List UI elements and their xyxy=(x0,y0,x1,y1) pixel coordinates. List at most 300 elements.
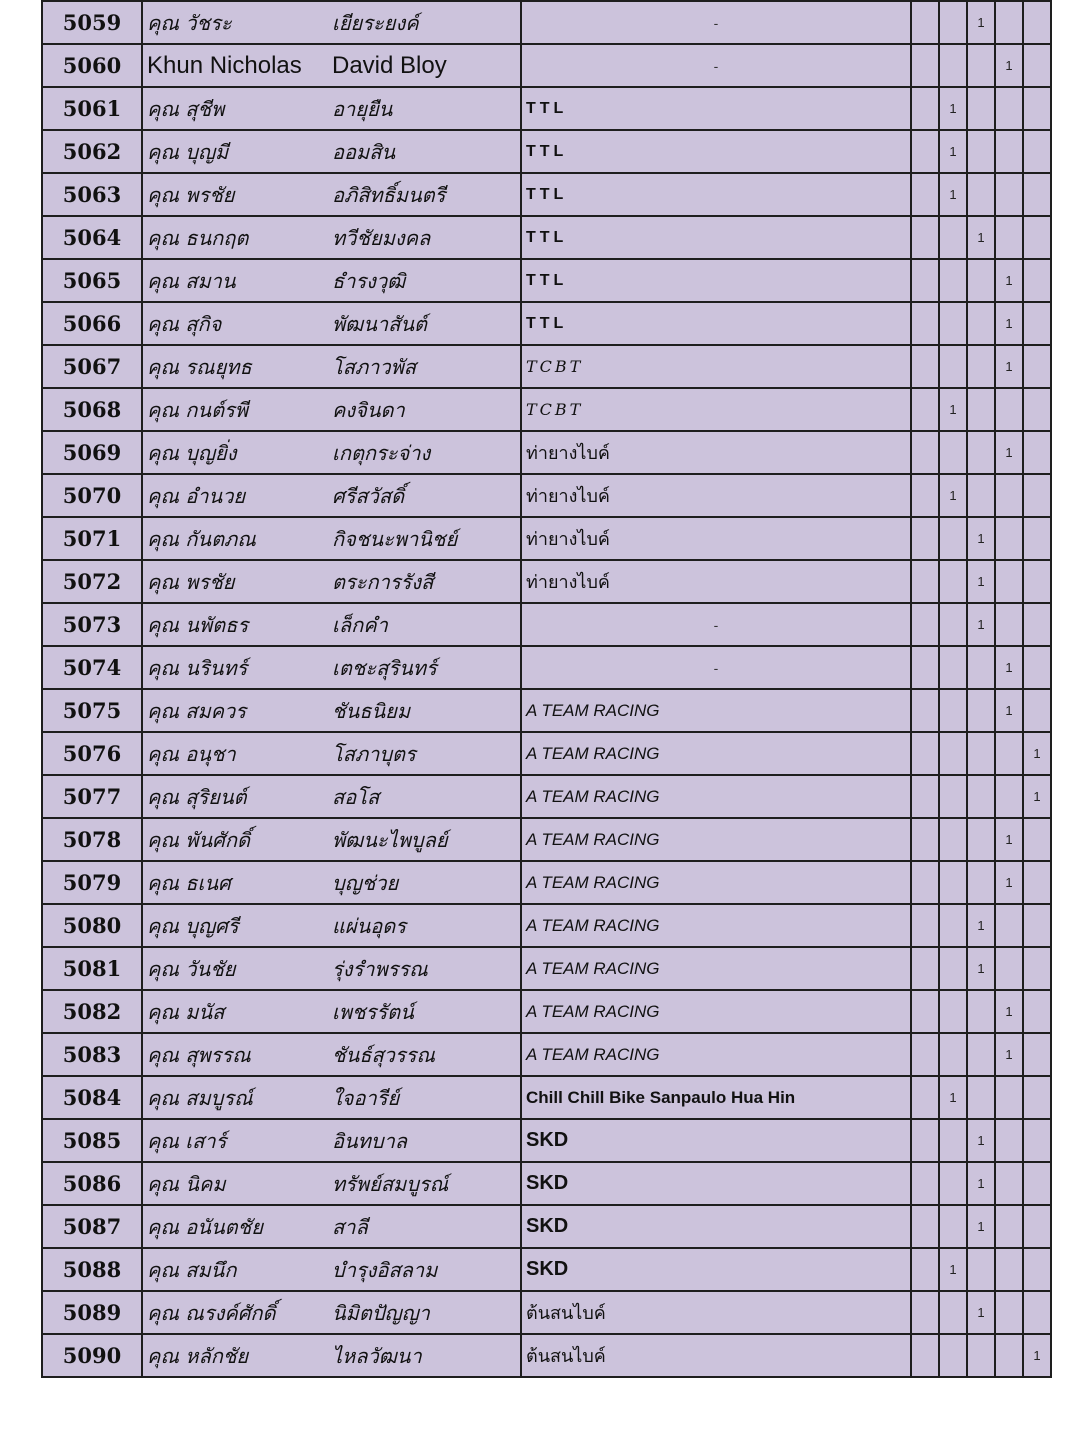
team-name: TTL xyxy=(521,259,911,302)
category-cell-1 xyxy=(911,732,939,775)
category-cell-5 xyxy=(1023,259,1051,302)
team-name: A TEAM RACING xyxy=(521,990,911,1033)
category-cell-2 xyxy=(939,1334,967,1377)
category-cell-4: 1 xyxy=(995,1033,1023,1076)
first-name: คุณ พรชัย xyxy=(142,173,328,216)
category-cell-3: 1 xyxy=(967,1,995,44)
category-cell-4: 1 xyxy=(995,431,1023,474)
team-name: - xyxy=(521,603,911,646)
category-cell-5 xyxy=(1023,818,1051,861)
category-cell-5 xyxy=(1023,173,1051,216)
category-cell-5 xyxy=(1023,1291,1051,1334)
team-name: A TEAM RACING xyxy=(521,732,911,775)
category-cell-1 xyxy=(911,44,939,87)
category-cell-5 xyxy=(1023,1033,1051,1076)
table-row xyxy=(42,560,1051,603)
category-cell-4 xyxy=(995,904,1023,947)
category-cell-2: 1 xyxy=(939,1076,967,1119)
category-cell-2 xyxy=(939,775,967,818)
first-name: คุณ สุกิจ xyxy=(142,302,328,345)
bib-number: 5069 xyxy=(42,431,142,474)
bib-number: 5062 xyxy=(42,130,142,173)
category-cell-3 xyxy=(967,388,995,431)
table-row xyxy=(42,216,1051,259)
category-cell-2 xyxy=(939,818,967,861)
last-name: เยียระยงค์ xyxy=(328,1,521,44)
category-cell-4 xyxy=(995,1334,1023,1377)
first-name: คุณ มนัส xyxy=(142,990,328,1033)
first-name: คุณ นิคม xyxy=(142,1162,328,1205)
bib-number: 5075 xyxy=(42,689,142,732)
category-cell-4 xyxy=(995,474,1023,517)
category-cell-2 xyxy=(939,1,967,44)
category-cell-1 xyxy=(911,818,939,861)
team-name: ท่ายางไบค์ xyxy=(521,517,911,560)
table-row xyxy=(42,947,1051,990)
registration-table xyxy=(41,0,1052,1378)
category-cell-2: 1 xyxy=(939,1248,967,1291)
category-cell-5 xyxy=(1023,1,1051,44)
category-cell-5: 1 xyxy=(1023,1334,1051,1377)
table-row xyxy=(42,818,1051,861)
bib-number: 5073 xyxy=(42,603,142,646)
first-name: Khun Nicholas xyxy=(142,44,328,87)
bib-number: 5060 xyxy=(42,44,142,87)
category-cell-2: 1 xyxy=(939,388,967,431)
bib-number: 5068 xyxy=(42,388,142,431)
category-cell-4 xyxy=(995,1076,1023,1119)
last-name: ศรีสวัสดิ์ xyxy=(328,474,521,517)
last-name: อินทบาล xyxy=(328,1119,521,1162)
category-cell-3: 1 xyxy=(967,1205,995,1248)
category-cell-4: 1 xyxy=(995,302,1023,345)
category-cell-4 xyxy=(995,130,1023,173)
category-cell-2 xyxy=(939,517,967,560)
team-name: ต้นสนไบค์ xyxy=(521,1334,911,1377)
category-cell-4 xyxy=(995,87,1023,130)
category-cell-5 xyxy=(1023,646,1051,689)
category-cell-2 xyxy=(939,302,967,345)
last-name: พัฒนะไพบูลย์ xyxy=(328,818,521,861)
category-cell-4 xyxy=(995,732,1023,775)
team-name: Chill Chill Bike Sanpaulo Hua Hin xyxy=(521,1076,911,1119)
first-name: คุณ สมนึก xyxy=(142,1248,328,1291)
category-cell-3 xyxy=(967,474,995,517)
first-name: คุณ หลักชัย xyxy=(142,1334,328,1377)
category-cell-2: 1 xyxy=(939,173,967,216)
first-name: คุณ กันตภณ xyxy=(142,517,328,560)
table-row xyxy=(42,1033,1051,1076)
category-cell-1 xyxy=(911,130,939,173)
category-cell-4: 1 xyxy=(995,44,1023,87)
table-row xyxy=(42,1162,1051,1205)
category-cell-1 xyxy=(911,947,939,990)
category-cell-5: 1 xyxy=(1023,775,1051,818)
category-cell-2 xyxy=(939,1205,967,1248)
bib-number: 5076 xyxy=(42,732,142,775)
last-name: David Bloy xyxy=(328,44,521,87)
bib-number: 5085 xyxy=(42,1119,142,1162)
first-name: คุณ บุญมี xyxy=(142,130,328,173)
category-cell-4 xyxy=(995,775,1023,818)
first-name: คุณ สมบูรณ์ xyxy=(142,1076,328,1119)
last-name: ทวีชัยมงคล xyxy=(328,216,521,259)
bib-number: 5065 xyxy=(42,259,142,302)
table-row xyxy=(42,904,1051,947)
last-name: คงจินดา xyxy=(328,388,521,431)
category-cell-4 xyxy=(995,603,1023,646)
category-cell-3: 1 xyxy=(967,1119,995,1162)
category-cell-3 xyxy=(967,732,995,775)
bib-number: 5088 xyxy=(42,1248,142,1291)
last-name: รุ่งรำพรรณ xyxy=(328,947,521,990)
first-name: คุณ สมควร xyxy=(142,689,328,732)
category-cell-1 xyxy=(911,1162,939,1205)
category-cell-5 xyxy=(1023,560,1051,603)
category-cell-4: 1 xyxy=(995,345,1023,388)
category-cell-1 xyxy=(911,1248,939,1291)
category-cell-1 xyxy=(911,861,939,904)
category-cell-4 xyxy=(995,517,1023,560)
category-cell-5 xyxy=(1023,216,1051,259)
category-cell-5 xyxy=(1023,474,1051,517)
category-cell-3 xyxy=(967,646,995,689)
category-cell-4: 1 xyxy=(995,990,1023,1033)
team-name: SKD xyxy=(521,1205,911,1248)
team-name: - xyxy=(521,1,911,44)
category-cell-2 xyxy=(939,646,967,689)
bib-number: 5082 xyxy=(42,990,142,1033)
first-name: คุณ ธเนศ xyxy=(142,861,328,904)
category-cell-1 xyxy=(911,1334,939,1377)
category-cell-2: 1 xyxy=(939,130,967,173)
bib-number: 5072 xyxy=(42,560,142,603)
category-cell-4 xyxy=(995,1248,1023,1291)
bib-number: 5081 xyxy=(42,947,142,990)
category-cell-4 xyxy=(995,1,1023,44)
table-row xyxy=(42,1,1051,44)
category-cell-3: 1 xyxy=(967,560,995,603)
category-cell-5 xyxy=(1023,388,1051,431)
category-cell-3 xyxy=(967,818,995,861)
last-name: บุญช่วย xyxy=(328,861,521,904)
bib-number: 5059 xyxy=(42,1,142,44)
category-cell-4 xyxy=(995,1119,1023,1162)
table-row xyxy=(42,259,1051,302)
category-cell-1 xyxy=(911,1033,939,1076)
last-name: นิมิตปัญญา xyxy=(328,1291,521,1334)
category-cell-4: 1 xyxy=(995,689,1023,732)
category-cell-2: 1 xyxy=(939,474,967,517)
first-name: คุณ ณรงค์ศักดิ์ xyxy=(142,1291,328,1334)
category-cell-3 xyxy=(967,431,995,474)
bib-number: 5089 xyxy=(42,1291,142,1334)
category-cell-3: 1 xyxy=(967,216,995,259)
first-name: คุณ วัชระ xyxy=(142,1,328,44)
category-cell-1 xyxy=(911,216,939,259)
last-name: ออมสิน xyxy=(328,130,521,173)
bib-number: 5086 xyxy=(42,1162,142,1205)
table-row xyxy=(42,173,1051,216)
category-cell-5 xyxy=(1023,1248,1051,1291)
bib-number: 5064 xyxy=(42,216,142,259)
category-cell-5: 1 xyxy=(1023,732,1051,775)
last-name: พัฒนาสันต์ xyxy=(328,302,521,345)
last-name: อภิสิทธิ์มนตรี xyxy=(328,173,521,216)
last-name: โสภาบุตร xyxy=(328,732,521,775)
table-row xyxy=(42,1076,1051,1119)
category-cell-1 xyxy=(911,431,939,474)
category-cell-3 xyxy=(967,1033,995,1076)
team-name: SKD xyxy=(521,1162,911,1205)
last-name: สาลี xyxy=(328,1205,521,1248)
table-row xyxy=(42,87,1051,130)
category-cell-3 xyxy=(967,1334,995,1377)
category-cell-4 xyxy=(995,388,1023,431)
category-cell-1 xyxy=(911,646,939,689)
table-row xyxy=(42,431,1051,474)
table-row xyxy=(42,775,1051,818)
bib-number: 5083 xyxy=(42,1033,142,1076)
team-name: A TEAM RACING xyxy=(521,861,911,904)
last-name: สอโส xyxy=(328,775,521,818)
category-cell-1 xyxy=(911,345,939,388)
category-cell-2 xyxy=(939,431,967,474)
team-name: A TEAM RACING xyxy=(521,1033,911,1076)
category-cell-4: 1 xyxy=(995,646,1023,689)
category-cell-5 xyxy=(1023,947,1051,990)
category-cell-5 xyxy=(1023,904,1051,947)
team-name: TTL xyxy=(521,130,911,173)
table-row xyxy=(42,302,1051,345)
first-name: คุณ สุพรรณ xyxy=(142,1033,328,1076)
last-name: อายุยืน xyxy=(328,87,521,130)
category-cell-2 xyxy=(939,689,967,732)
bib-number: 5066 xyxy=(42,302,142,345)
bib-number: 5074 xyxy=(42,646,142,689)
first-name: คุณ สุชีพ xyxy=(142,87,328,130)
category-cell-4 xyxy=(995,947,1023,990)
category-cell-3: 1 xyxy=(967,1162,995,1205)
team-name: ต้นสนไบค์ xyxy=(521,1291,911,1334)
category-cell-2 xyxy=(939,861,967,904)
category-cell-3: 1 xyxy=(967,947,995,990)
last-name: เกตุกระจ่าง xyxy=(328,431,521,474)
category-cell-2 xyxy=(939,345,967,388)
bib-number: 5079 xyxy=(42,861,142,904)
category-cell-2 xyxy=(939,990,967,1033)
first-name: คุณ วันชัย xyxy=(142,947,328,990)
category-cell-3: 1 xyxy=(967,517,995,560)
category-cell-2 xyxy=(939,1119,967,1162)
category-cell-1 xyxy=(911,689,939,732)
last-name: ชันธนิยม xyxy=(328,689,521,732)
table-row xyxy=(42,861,1051,904)
category-cell-3: 1 xyxy=(967,603,995,646)
category-cell-5 xyxy=(1023,302,1051,345)
category-cell-2 xyxy=(939,216,967,259)
category-cell-5 xyxy=(1023,1076,1051,1119)
last-name: แผ่นอุดร xyxy=(328,904,521,947)
category-cell-1 xyxy=(911,517,939,560)
category-cell-5 xyxy=(1023,990,1051,1033)
last-name: ธำรงวุฒิ xyxy=(328,259,521,302)
category-cell-3 xyxy=(967,87,995,130)
bib-number: 5084 xyxy=(42,1076,142,1119)
last-name: ชันธ์สุวรรณ xyxy=(328,1033,521,1076)
last-name: เตชะสุรินทร์ xyxy=(328,646,521,689)
table-row xyxy=(42,990,1051,1033)
last-name: เพชรรัตน์ xyxy=(328,990,521,1033)
table-row xyxy=(42,603,1051,646)
category-cell-4: 1 xyxy=(995,861,1023,904)
category-cell-5 xyxy=(1023,431,1051,474)
table-row xyxy=(42,388,1051,431)
category-cell-3: 1 xyxy=(967,1291,995,1334)
category-cell-1 xyxy=(911,1,939,44)
category-cell-5 xyxy=(1023,1205,1051,1248)
category-cell-2 xyxy=(939,904,967,947)
category-cell-1 xyxy=(911,302,939,345)
category-cell-3 xyxy=(967,1248,995,1291)
team-name: TCBT xyxy=(521,388,911,431)
category-cell-3 xyxy=(967,345,995,388)
team-name: TTL xyxy=(521,173,911,216)
first-name: คุณ บุญศรี xyxy=(142,904,328,947)
category-cell-2 xyxy=(939,560,967,603)
category-cell-1 xyxy=(911,474,939,517)
category-cell-3 xyxy=(967,775,995,818)
first-name: คุณ สุริยนต์ xyxy=(142,775,328,818)
last-name: บำรุงอิสลาม xyxy=(328,1248,521,1291)
category-cell-1 xyxy=(911,560,939,603)
first-name: คุณ กนต์รพี xyxy=(142,388,328,431)
team-name: A TEAM RACING xyxy=(521,904,911,947)
category-cell-1 xyxy=(911,775,939,818)
category-cell-5 xyxy=(1023,1119,1051,1162)
bib-number: 5067 xyxy=(42,345,142,388)
category-cell-5 xyxy=(1023,861,1051,904)
table-row xyxy=(42,130,1051,173)
team-name: SKD xyxy=(521,1119,911,1162)
first-name: คุณ พันศักดิ์ xyxy=(142,818,328,861)
bib-number: 5071 xyxy=(42,517,142,560)
last-name: ใจอารีย์ xyxy=(328,1076,521,1119)
first-name: คุณ ธนกฤต xyxy=(142,216,328,259)
bib-number: 5077 xyxy=(42,775,142,818)
last-name: โสภาวพัส xyxy=(328,345,521,388)
category-cell-5 xyxy=(1023,1162,1051,1205)
team-name: SKD xyxy=(521,1248,911,1291)
table-row xyxy=(42,689,1051,732)
category-cell-2 xyxy=(939,44,967,87)
table-row xyxy=(42,474,1051,517)
first-name: คุณ อนุชา xyxy=(142,732,328,775)
category-cell-5 xyxy=(1023,44,1051,87)
table-body xyxy=(42,1,1051,1377)
category-cell-4 xyxy=(995,216,1023,259)
category-cell-2 xyxy=(939,947,967,990)
category-cell-1 xyxy=(911,173,939,216)
category-cell-1 xyxy=(911,990,939,1033)
category-cell-3: 1 xyxy=(967,904,995,947)
table-row xyxy=(42,1334,1051,1377)
team-name: A TEAM RACING xyxy=(521,689,911,732)
category-cell-1 xyxy=(911,1076,939,1119)
category-cell-1 xyxy=(911,603,939,646)
bib-number: 5063 xyxy=(42,173,142,216)
category-cell-1 xyxy=(911,904,939,947)
table-row xyxy=(42,517,1051,560)
team-name: TTL xyxy=(521,302,911,345)
category-cell-1 xyxy=(911,1291,939,1334)
category-cell-3 xyxy=(967,1076,995,1119)
category-cell-1 xyxy=(911,388,939,431)
first-name: คุณ เสาร์ xyxy=(142,1119,328,1162)
team-name: - xyxy=(521,646,911,689)
bib-number: 5078 xyxy=(42,818,142,861)
table-row xyxy=(42,732,1051,775)
bib-number: 5087 xyxy=(42,1205,142,1248)
last-name: ไหลวัฒนา xyxy=(328,1334,521,1377)
table-row xyxy=(42,1248,1051,1291)
category-cell-3 xyxy=(967,130,995,173)
table-row xyxy=(42,1205,1051,1248)
table-row xyxy=(42,1119,1051,1162)
first-name: คุณ บุญยิ่ง xyxy=(142,431,328,474)
first-name: คุณ รณยุทธ xyxy=(142,345,328,388)
team-name: A TEAM RACING xyxy=(521,947,911,990)
first-name: คุณ อนันตชัย xyxy=(142,1205,328,1248)
team-name: ท่ายางไบค์ xyxy=(521,431,911,474)
category-cell-2 xyxy=(939,603,967,646)
category-cell-3 xyxy=(967,44,995,87)
team-name: - xyxy=(521,44,911,87)
category-cell-5 xyxy=(1023,603,1051,646)
table-row xyxy=(42,646,1051,689)
category-cell-1 xyxy=(911,87,939,130)
team-name: ท่ายางไบค์ xyxy=(521,560,911,603)
team-name: TCBT xyxy=(521,345,911,388)
table-row xyxy=(42,44,1051,87)
last-name: กิจชนะพานิชย์ xyxy=(328,517,521,560)
team-name: TTL xyxy=(521,216,911,259)
category-cell-2 xyxy=(939,1162,967,1205)
last-name: เล็กคำ xyxy=(328,603,521,646)
category-cell-5 xyxy=(1023,345,1051,388)
category-cell-5 xyxy=(1023,517,1051,560)
bib-number: 5090 xyxy=(42,1334,142,1377)
table-row xyxy=(42,1291,1051,1334)
category-cell-4 xyxy=(995,560,1023,603)
category-cell-1 xyxy=(911,1119,939,1162)
category-cell-1 xyxy=(911,259,939,302)
first-name: คุณ อำนวย xyxy=(142,474,328,517)
table-row xyxy=(42,345,1051,388)
category-cell-4: 1 xyxy=(995,818,1023,861)
category-cell-3 xyxy=(967,173,995,216)
first-name: คุณ นรินทร์ xyxy=(142,646,328,689)
team-name: A TEAM RACING xyxy=(521,818,911,861)
team-name: A TEAM RACING xyxy=(521,775,911,818)
first-name: คุณ สมาน xyxy=(142,259,328,302)
category-cell-4: 1 xyxy=(995,259,1023,302)
category-cell-2: 1 xyxy=(939,87,967,130)
category-cell-3 xyxy=(967,302,995,345)
bib-number: 5061 xyxy=(42,87,142,130)
category-cell-2 xyxy=(939,732,967,775)
first-name: คุณ พรชัย xyxy=(142,560,328,603)
